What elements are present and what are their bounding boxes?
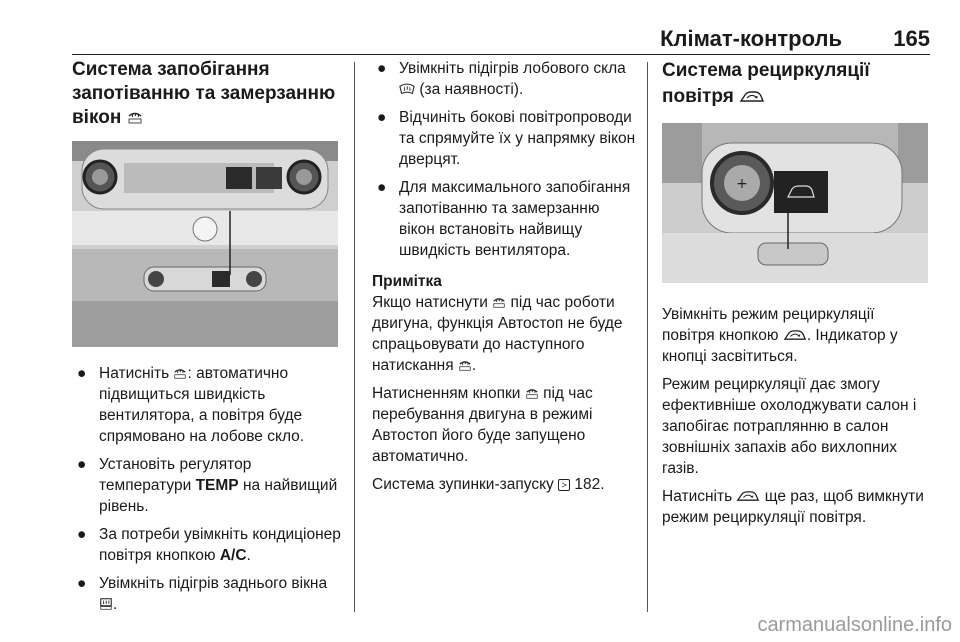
front-defrost-icon [458, 358, 472, 372]
recirculation-icon [739, 90, 765, 104]
section-heading-recirculation: Система рециркуляції повітря [662, 60, 870, 107]
front-defrost-icon [525, 386, 539, 400]
climate-panel-photo-recirculation [662, 123, 928, 283]
header-divider [72, 54, 930, 55]
chapter-title: Клімат-контроль [660, 26, 842, 51]
recirculation-icon [736, 490, 760, 503]
list-item: ● Увімкніть підігрів лобового скла (за наявності). [377, 60, 626, 98]
note-text: Якщо натиснути під час роботи двигуна, функція Автостоп не буде спрацьовувати до наступного натискання . [372, 294, 623, 374]
column-divider-1 [354, 62, 355, 612]
list-item: ● Увімкніть підігрів заднього вікна . [77, 575, 328, 613]
list-item: ● Для максимального запобігання запотіванню та замерзанню вікон встановіть найвищу швидкість вентилятора. [377, 179, 631, 259]
recirculation-icon [783, 329, 807, 342]
climate-panel-photo-defrost [72, 141, 338, 347]
windshield-heat-icon [399, 82, 415, 96]
front-defrost-icon [492, 295, 506, 309]
list-item: ● Відчиніть бокові повітропроводи та спрямуйте їх у напрямку вікон дверцят. [377, 109, 636, 168]
column-3 [662, 58, 930, 535]
front-defrost-icon [173, 366, 187, 380]
note-title: Примітка [372, 273, 442, 290]
column-divider-2 [647, 62, 648, 612]
list-item: ● За потреби увімкніть кондиціонер повітря кнопкою A/C. [77, 526, 341, 564]
svg-text:+: + [736, 176, 748, 192]
list-item: ● Установіть регулятор температури TEMP на найвищий рівень. [77, 456, 338, 515]
rear-defrost-icon [99, 597, 113, 611]
column-2 [372, 58, 637, 502]
paragraph: Увімкніть режим рециркуляції повітря кнопкою . Індикатор у кнопці засвітиться. [662, 306, 898, 365]
column-1 [72, 58, 342, 622]
watermark: carmanualsonline.info [757, 614, 952, 636]
paragraph: Натисненням кнопки під час перебування двигуна в режимі Автостоп його буде запущено автоматично. [372, 385, 593, 465]
cross-reference-link[interactable]: Система зупинки-запуску > 182. [372, 476, 605, 493]
list-item: ● Натисніть : автоматично підвищиться швидкість вентилятора, а повітря буде спрямовано на лобове скло. [77, 365, 305, 445]
page-number: 165 [893, 26, 930, 51]
front-defrost-icon [127, 109, 143, 125]
paragraph: Натисніть ще раз, щоб вимкнути режим рециркуляції повітря. [662, 488, 924, 526]
section-heading-defrost: Система запобігання запотіванню та замерзанню вікон [72, 59, 336, 128]
arrow-right-icon: > [558, 479, 570, 491]
paragraph: Режим рециркуляції дає змогу ефективніше охолоджувати салон і запобігає потраплянню в салон зовнішніх запахів або вихлопних газів. [662, 376, 917, 477]
